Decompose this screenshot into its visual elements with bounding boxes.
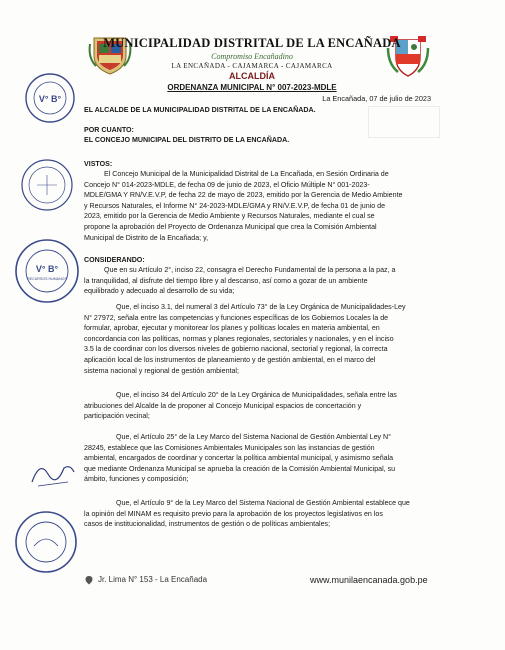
paragraph-line: N° 27972, señala entre las competencias y funciones específicas de los Gobiernos Locales la de xyxy=(84,313,389,322)
vistos-line: propone la aprobación del Proyecto de Ordenanza Municipal que crea la Comisión Ambiental xyxy=(84,222,377,231)
vistos-line: Concejo N° 014-2023-MDLE, de fecha 09 de junio de 2023, el Oficio Múltiple N° 001-2023- xyxy=(84,180,370,189)
vistos-label: VISTOS: xyxy=(84,160,113,168)
location-pin-icon xyxy=(84,575,94,585)
paragraph-line: 28245, establece que las Comisiones Ambientales Municipales son las instancias de gestión xyxy=(84,443,375,452)
signature-mark-icon xyxy=(28,452,78,492)
letterhead xyxy=(84,36,420,92)
footer-website[interactable]: www.munilaencanada.gob.pe xyxy=(310,575,428,585)
seal-stamp-icon xyxy=(20,158,74,212)
stamp-sub-label: RECURSOS HUMANOS xyxy=(27,277,67,281)
motto: Compromiso Encañadino xyxy=(211,52,293,61)
organization-name: MUNICIPALIDAD DISTRITAL DE LA ENCAÑADA xyxy=(103,36,401,50)
considerando-paragraph-2 xyxy=(84,302,420,376)
paragraph-line: que mediante Ordenanza Municipal se aprueba la creación de la Comisión Ambiental Municipal, su xyxy=(84,464,396,473)
stamp-label: V° B° xyxy=(38,94,62,104)
vistos-line: y Recursos Naturales, el Informe N° 24-2023-MDLE/GMA y RN/V.E.V.P, de fecha 01 de junio de xyxy=(84,201,386,210)
paragraph-line: casos de institucionalidad, instrumentos de gestión o de políticas ambientales; xyxy=(84,520,331,529)
paragraph-line: Que, el inciso 3.1, del numeral 3 del Artículo 73° de la Ley Orgánica de Municipalidades-Ley xyxy=(116,303,406,311)
paragraph-line: atribuciones del Alcalde la de proponer al Concejo Municipal espacios de concertación y xyxy=(84,401,362,410)
paragraph-line: ámbito, funciones y composición; xyxy=(84,475,189,484)
intro-line: EL ALCALDE DE LA MUNICIPALIDAD DISTRITAL DE LA ENCAÑADA. xyxy=(84,106,316,114)
paragraph-line: 3.5 la de coordinar con los diversos niveles de gobierno nacional, sectorial y regional, la correcta xyxy=(84,345,388,354)
ordinance-number: ORDENANZA MUNICIPAL N° 007-2023-MDLE xyxy=(167,83,337,92)
por-cuanto-text: EL CONCEJO MUNICIPAL DEL DISTRITO DE LA ENCAÑADA. xyxy=(84,136,290,144)
stamp-label: V° B° xyxy=(35,264,59,274)
considerando-label: CONSIDERANDO: xyxy=(84,256,145,264)
document-date: La Encañada, 07 de julio de 2023 xyxy=(322,94,431,103)
institutional-seal-icon xyxy=(14,510,78,574)
vistos-line: MDLE/GMA Y RN/V.E.V.P, de fecha 22 de mayo de 2023, emitido por la Gerencia de Medio Ambiente xyxy=(84,191,403,200)
vistos-paragraph xyxy=(84,169,420,243)
considerando-paragraph-1 xyxy=(84,265,420,297)
footer-address: Jr. Lima N° 153 - La Encañada xyxy=(98,575,208,584)
paragraph-line: la tranquilidad, al disfrute del tiempo libre y al descanso, así como a gozar de un ambiente xyxy=(84,276,368,285)
considerando-paragraph-3 xyxy=(84,390,420,422)
vistos-line: Municipal de Distrito de la Encañada; y, xyxy=(84,233,209,242)
paragraph-line: Que, el Artículo 9° de la Ley Marco del Sistema Nacional de Gestión Ambiental establece que xyxy=(116,499,410,507)
considerando-paragraph-5 xyxy=(84,498,420,530)
paragraph-line: formular, aprobar, ejecutar y monitorear los planes y políticas locales en materia ambiental, en xyxy=(84,324,380,333)
hr-approval-stamp-icon xyxy=(14,238,80,304)
paragraph-line: participación vecinal; xyxy=(84,412,150,421)
location-line: LA ENCAÑADA - CAJAMARCA - CAJAMARCA xyxy=(171,62,333,70)
vistos-line: 2023, emitido por la Gerencia de Medio Ambiente y Recursos Naturales, mediante el cual se xyxy=(84,212,375,221)
paragraph-line: concordancia con las políticas, normas y planes regionales, sectoriales y nacionales, y en el inciso xyxy=(84,334,394,343)
paragraph-line: aplicación local de los instrumentos de planeamiento y de gestión ambiental, en el marco del xyxy=(84,355,376,364)
paragraph-line: la opinión del MINAM es requisito previo para la aprobación de los proyectos legislativos en los xyxy=(84,509,383,518)
paragraph-line: sistema nacional y regional de gestión ambiental; xyxy=(84,366,239,375)
paragraph-line: equilibrado y adecuado al desarrollo de su vida; xyxy=(84,287,235,296)
por-cuanto-label: POR CUANTO: xyxy=(84,126,134,134)
paragraph-line: Que, el inciso 34 del Artículo 20° de la Ley Orgánica de Municipalidades, señala entre las xyxy=(116,391,397,399)
considerando-paragraph-4 xyxy=(84,432,420,485)
approval-stamp-icon xyxy=(24,72,76,124)
paragraph-line: Que en su Artículo 2°, inciso 22, consagra el Derecho Fundamental de la persona a la paz, a xyxy=(104,266,396,274)
paragraph-line: Que, el Artículo 25° de la Ley Marco del Sistema Nacional de Gestión Ambiental Ley N° xyxy=(116,433,391,441)
office-name: ALCALDÍA xyxy=(229,71,275,81)
paragraph-line: ambiental, encargados de coordinar y concertar la política ambiental municipal, y asimismo señala xyxy=(84,454,394,463)
vistos-line: El Concejo Municipal de la Municipalidad Distrital de La Encañada, en Sesión Ordinaria de xyxy=(104,170,389,178)
